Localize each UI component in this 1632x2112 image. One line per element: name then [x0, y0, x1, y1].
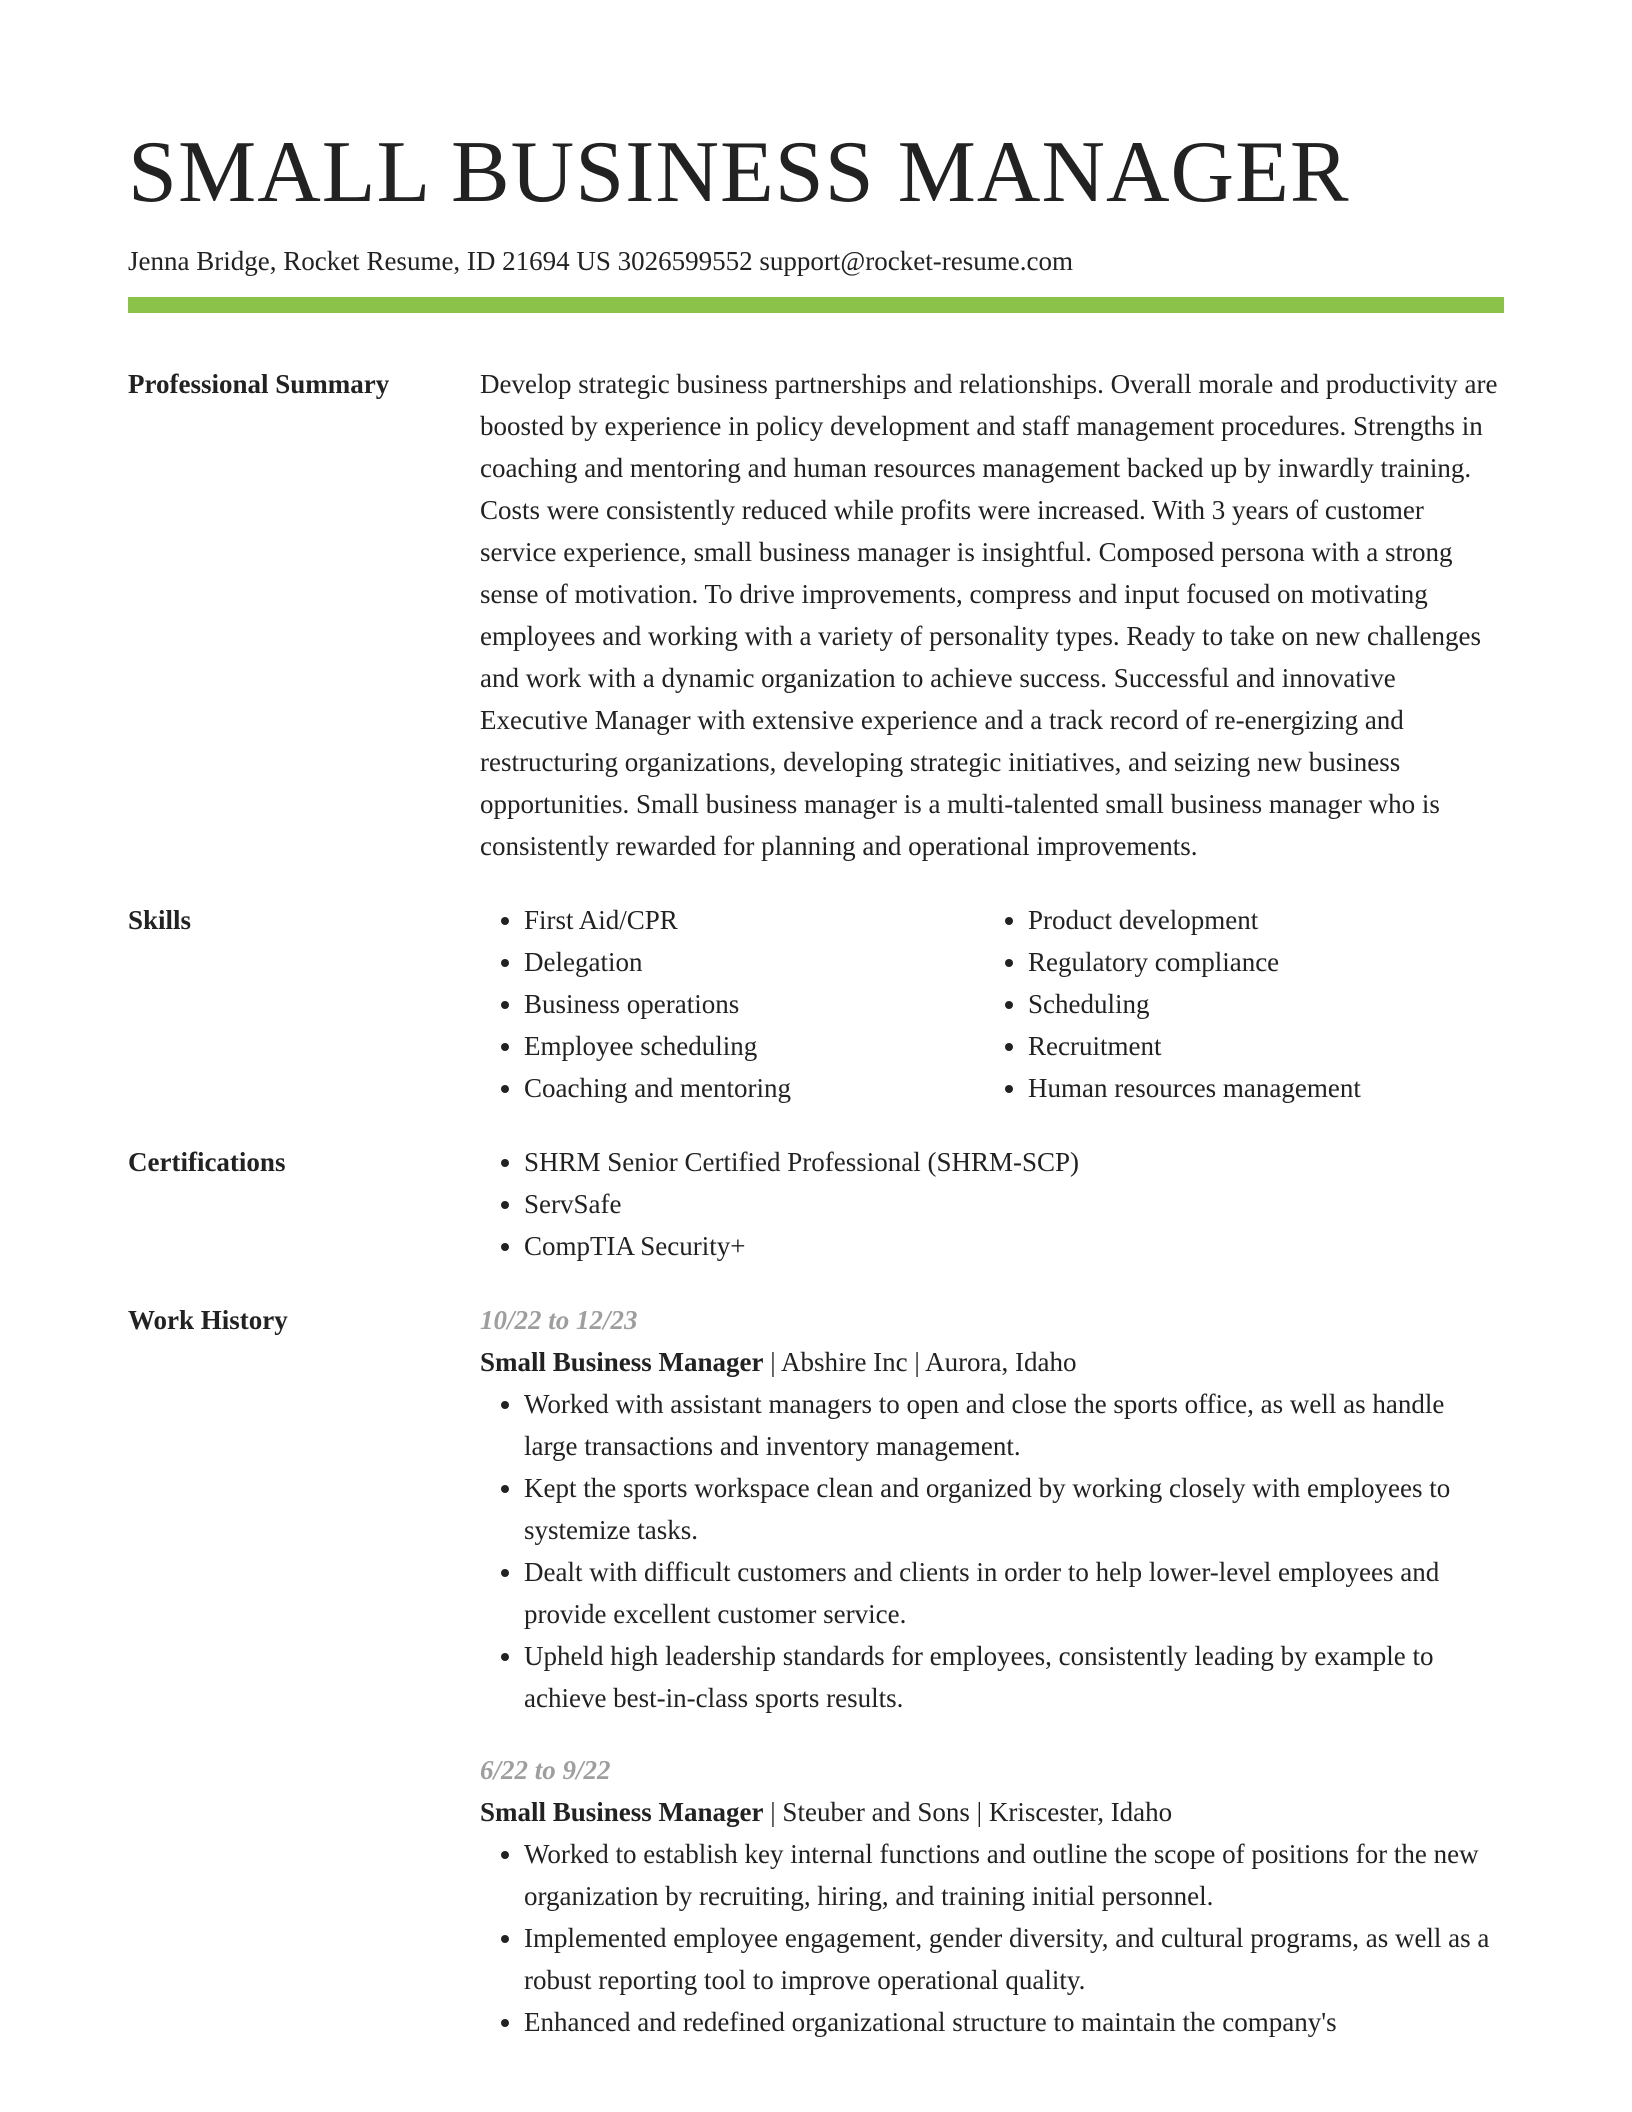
job-bullet: • Kept the sports workspace clean and organized by working closely with employees to systemize tasks. [524, 1467, 1504, 1551]
resume-page [128, 0, 1504, 2043]
job-entry [480, 1749, 1504, 2043]
skill-item: • Product development [1028, 899, 1488, 941]
certifications-body [480, 1141, 1504, 1267]
skill-item: • Employee scheduling [524, 1025, 984, 1067]
skills-section [128, 899, 1504, 1109]
skill-item: • Human resources management [1028, 1067, 1488, 1109]
skill-item: • Regulatory compliance [1028, 941, 1488, 983]
job-title-line [480, 1341, 1504, 1383]
skills-grid [480, 899, 1504, 1109]
job-bullet: • Implemented employee engagement, gender diversity, and cultural programs, as well as a robust reporting tool to improve operational quality. [524, 1917, 1504, 2001]
certifications-section [128, 1141, 1504, 1267]
certification-item: • SHRM Senior Certified Professional (SHRM-SCP) [524, 1141, 1504, 1183]
skill-item: • Business operations [524, 983, 984, 1025]
job-details: | Abshire Inc | Aurora, Idaho [763, 1347, 1077, 1377]
work-history-section [128, 1299, 1504, 2043]
job-bullets [480, 1383, 1504, 1719]
accent-divider [128, 297, 1504, 313]
summary-section [128, 363, 1504, 867]
resume-title: SMALL BUSINESS MANAGER [128, 124, 1350, 221]
skills-list-2 [984, 899, 1488, 1109]
job-bullet: • Worked to establish key internal functions and outline the scope of positions for the new organization by recruiting, hiring, and training initial personnel. [524, 1833, 1504, 1917]
section-label-summary: Professional Summary [128, 369, 390, 399]
job-bullet: • Upheld high leadership standards for employees, consistently leading by example to achieve best-in-class sports results. [524, 1635, 1504, 1719]
skills-column-1 [480, 899, 984, 1109]
job-bullets [480, 1833, 1504, 2043]
certification-item: • CompTIA Security+ [524, 1225, 1504, 1267]
skills-column-2 [984, 899, 1488, 1109]
job-entry [480, 1299, 1504, 1719]
skill-item: • Coaching and mentoring [524, 1067, 984, 1109]
section-label-certifications: Certifications [128, 1147, 286, 1177]
job-role: Small Business Manager [480, 1797, 764, 1827]
section-label-skills: Skills [128, 905, 192, 935]
skills-list-1 [480, 899, 984, 1109]
skill-item: • Delegation [524, 941, 984, 983]
skill-item: • First Aid/CPR [524, 899, 984, 941]
job-bullet: • Enhanced and redefined organizational structure to maintain the company's [524, 2001, 1504, 2043]
job-details: | Steuber and Sons | Kriscester, Idaho [763, 1797, 1173, 1827]
job-bullet: • Dealt with difficult customers and clients in order to help lower-level employees and provide excellent customer service. [524, 1551, 1504, 1635]
job-bullet: • Worked with assistant managers to open and close the sports office, as well as handle large transactions and inventory management. [524, 1383, 1504, 1467]
summary-text: Develop strategic business partnerships and relationships. Overall morale and productivity are boosted by experience in policy development and staff management procedures. Strengths in coaching and mentoring and human resources management backed up by inwardly training. Costs were consistently reduced while profits were increased. With 3 years of customer service experience, small business manager is insightful. Composed persona with a strong sense of motivation. To drive improvements, compress and input focused on motivating employees and working with a variety of personality types. Ready to take on new challenges and work with a dynamic organization to achieve success. Successful and innovative Executive Manager with extensive experience and a track record of re-energizing and restructuring organizations, developing strategic initiatives, and seizing new business opportunities. Small business manager is a multi-talented small business manager who is consistently rewarded for planning and operational improvements. [480, 369, 1498, 861]
skill-item: • Recruitment [1028, 1025, 1488, 1067]
certification-item: • ServSafe [524, 1183, 1504, 1225]
job-dates: 10/22 to 12/23 [480, 1305, 638, 1335]
job-title-line [480, 1791, 1504, 1833]
job-role: Small Business Manager [480, 1347, 764, 1377]
section-label-work-history: Work History [128, 1305, 288, 1335]
contact-info: Jenna Bridge, Rocket Resume, ID 21694 US 3026599552 support@rocket-resume.com [128, 246, 1073, 276]
skill-item: • Scheduling [1028, 983, 1488, 1025]
job-dates: 6/22 to 9/22 [480, 1755, 611, 1785]
work-history-body [480, 1299, 1504, 2043]
certifications-list [480, 1141, 1504, 1267]
